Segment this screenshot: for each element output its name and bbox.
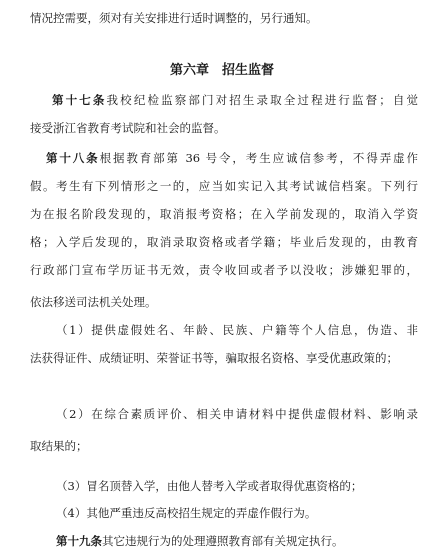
article-17-text-1: 我校纪检监察部门对招生录取全过程进行监督；自觉 [106, 93, 418, 107]
article-18-text-1: 根据教育部第 36 号令，考生应诚信参考，不得弄虚作 [99, 151, 418, 165]
article-19-label: 第十九条 [56, 534, 102, 548]
chapter-heading: 第六章 招生监督 [169, 63, 274, 78]
item-3: （3）冒名顶替入学，由他人替考入学或者取得优惠资格的； [56, 479, 363, 493]
article-17-label: 第十七条 [52, 93, 107, 107]
article-18-line-6: 依法移送司法机关处理。 [30, 295, 157, 309]
article-18-line-2: 假。考生有下列情形之一的，应当如实记入其考试诚信档案。下列行 [30, 179, 418, 193]
article-17-line-1 [52, 92, 418, 108]
article-18-line-3: 为在报名阶段发现的，取消报考资格；在入学前发现的，取消入学资 [30, 207, 418, 221]
item-1-line-2: 法获得证件、成绩证明、荣誉证书等，骗取报名资格、享受优惠政策的； [30, 351, 398, 365]
article-17-line-2: 接受浙江省教育考试院和社会的监督。 [30, 121, 226, 135]
article-18-line-4: 格；入学后发现的，取消录取资格或者学籍；毕业后发现的，由教育 [30, 235, 418, 249]
article-18-label: 第十八条 [46, 151, 100, 165]
item-2-line-2: 取结果的； [30, 439, 88, 453]
article-19-text: 其它违规行为的处理遵照教育部有关规定执行。 [102, 534, 344, 548]
item-4: （4）其他严重违反高校招生规定的弄虚作假行为。 [56, 506, 317, 520]
item-2-line-1: （2）在综合素质评价、相关申请材料中提供虚假材料、影响录 [56, 407, 418, 421]
article-18-line-5: 行政部门宣布学历证书无效，责令收回或者予以没收；涉嫌犯罪的， [30, 263, 418, 277]
article-18-line-1 [46, 150, 418, 166]
previous-paragraph-end: 情况控需要，须对有关安排进行适时调整的，另行通知。 [30, 11, 318, 25]
article-19 [56, 533, 444, 549]
item-1-line-1: （1）提供虚假姓名、年龄、民族、户籍等个人信息，伪造、非 [56, 323, 418, 337]
